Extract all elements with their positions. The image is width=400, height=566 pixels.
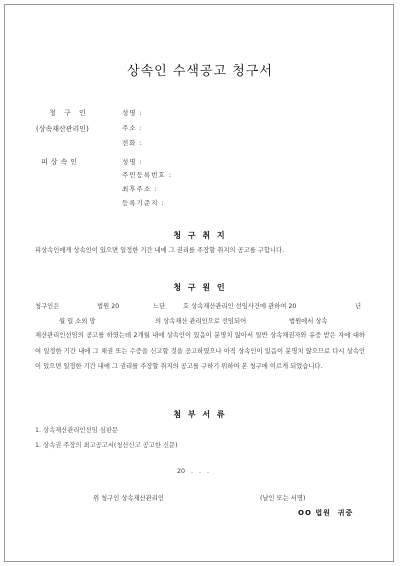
claimant-address-field: 주소 : <box>122 124 143 132</box>
reason-line1-c: 느단 <box>153 303 166 310</box>
signer-label: 위 청구인 상속재산관리인 <box>93 495 164 502</box>
claimant-phone-field: 전화 : <box>122 139 143 147</box>
filing-date: 20 . . . <box>177 468 210 475</box>
attachments-heading: 첨 부 서 류 <box>173 410 227 419</box>
deceased-label: 피상속인 <box>41 158 81 166</box>
reason-line1-d: 호 상속재산관리인 선임사건에 관하여 20 <box>183 303 297 310</box>
purpose-text: 피상속인에게 상속인이 있으면 일정한 기간 내에 그 권리를 주장할 취지의 공고를 구합니다. <box>35 247 285 254</box>
claimant-sublabel: (상속재산관리인) <box>36 125 89 133</box>
reason-line2-b: 의 상속재산 관리인으로 선임되어 <box>155 318 247 325</box>
seal-or-signature-label: (날인 또는 서명) <box>260 495 306 502</box>
court-addressee: OO 법원 귀중 <box>298 509 354 517</box>
document-page <box>4 4 394 562</box>
claimant-label: 청 구 인 <box>49 109 89 117</box>
purpose-heading: 청 구 취 지 <box>173 231 227 240</box>
reason-line1-a: 청구인은 <box>35 303 60 310</box>
attachment-item: 1. 상속권 주장의 최고공고서(청산신고 공고한 신문) <box>35 442 178 449</box>
document-title: 상속인 수색공고 청구서 <box>127 64 273 79</box>
deceased-id-field: 주민등록번호 : <box>122 171 172 179</box>
deceased-name-field: 성명 : <box>122 158 143 166</box>
reason-line1-e: 년 <box>355 303 362 310</box>
deceased-last-address-field: 최후주소 : <box>122 185 158 193</box>
reason-line2-c: 법원에서 상속 <box>289 318 328 325</box>
reason-line2-a: 월 일 소외 망 <box>59 318 96 325</box>
claimant-name-field: 성명 : <box>122 109 143 117</box>
deceased-registry-field: 등록기준지 : <box>122 199 165 207</box>
reason-text: 재산관리인선임의 공고를 하였는데 2개월 내에 상속인이 있음이 분명치 않아서 일반 상속채권자와 유증 받은 자에 대하여 일정한 기간 내에 그 채권 또는 수증을 신고할 것을 공고하였으나 아직 상속인이 있음이 분명치 않으므로 다시 상속인이 있으면 일정한 기간 내에 그 권리를 주장할 취지의 공고를 구하기 위하여 본 청구에 이르게 되었습니다. <box>35 332 365 370</box>
attachment-item: 1. 상속재산관리인선임 심판문 <box>35 427 119 434</box>
reason-line1-b: 법원 20 <box>97 303 120 310</box>
reason-heading: 청 구 원 인 <box>173 283 227 292</box>
